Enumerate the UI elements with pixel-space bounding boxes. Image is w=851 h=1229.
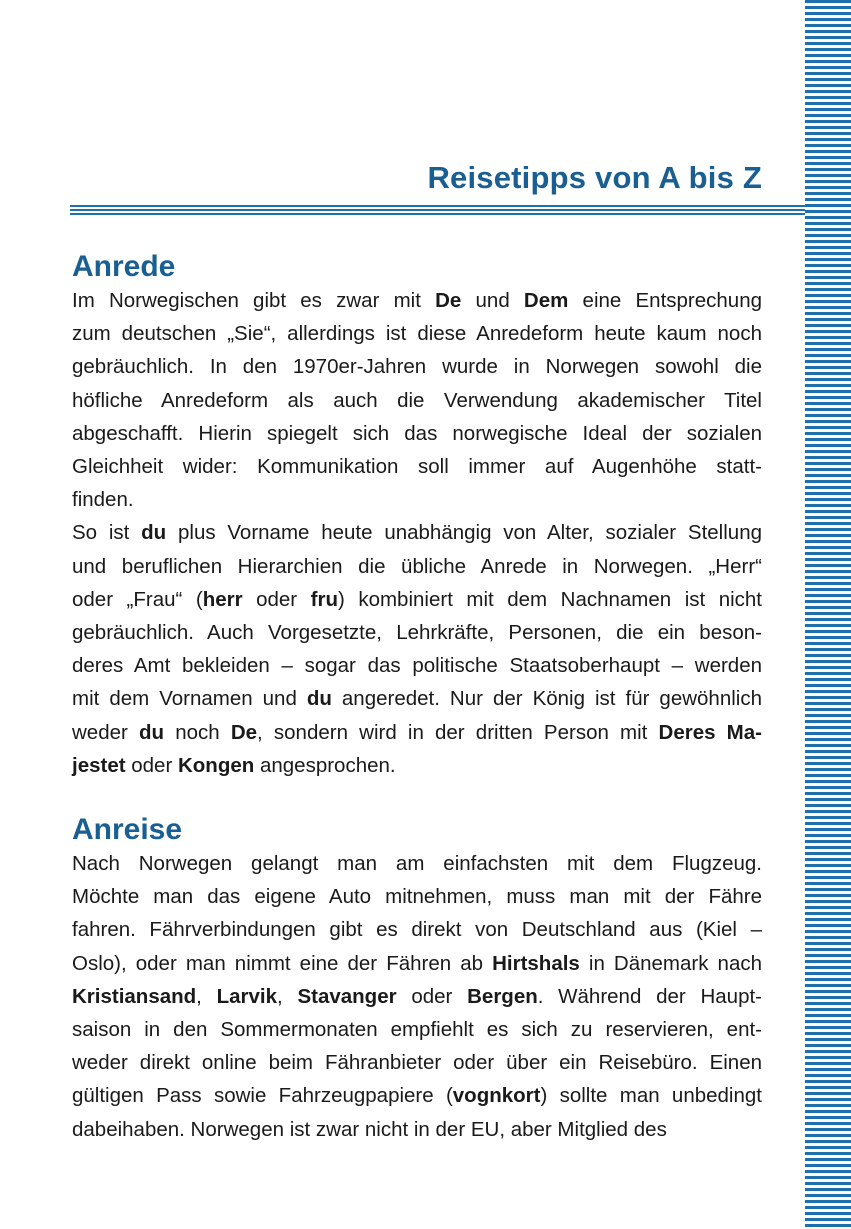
text-run: noch bbox=[164, 720, 231, 744]
section-heading: Anreise bbox=[72, 813, 183, 846]
text-line bbox=[72, 417, 762, 450]
text-run: Möchte man das eigene Auto mitnehmen, muss man mit der Fähre bbox=[72, 885, 762, 909]
text-run: . Während der Haupt- bbox=[537, 984, 762, 1008]
text-line bbox=[72, 1013, 762, 1046]
bold-term: jestet bbox=[72, 753, 126, 777]
text-run: , bbox=[277, 984, 298, 1008]
bold-term: Hirtshals bbox=[492, 951, 580, 975]
bold-term: Stavanger bbox=[297, 984, 397, 1008]
text-run: Im Norwegischen gibt es zwar mit bbox=[72, 289, 436, 312]
text-run: finden. bbox=[72, 488, 134, 512]
text-run: in Dänemark nach bbox=[579, 951, 763, 975]
title-rule bbox=[70, 205, 805, 217]
text-line bbox=[72, 616, 762, 649]
text-run: und beruflichen Hierarchien die übliche Anrede in Norwegen. „Herr“ bbox=[72, 554, 762, 578]
text-line bbox=[72, 716, 762, 749]
page-title: Reisetipps von A bis Z bbox=[427, 160, 762, 195]
bold-term: fru bbox=[310, 587, 338, 611]
text-run: ) kombiniert mit dem Nachnamen ist nicht bbox=[337, 587, 763, 611]
text-run: angesprochen. bbox=[254, 753, 396, 777]
text-run: deres Amt bekleiden – sogar das politische Staatsoberhaupt – werden bbox=[72, 654, 762, 678]
text-run: gebräuchlich. In den 1970er-Jahren wurde in Norwegen sowohl die bbox=[72, 355, 762, 379]
text-line bbox=[72, 583, 762, 616]
text-line bbox=[72, 682, 762, 715]
bold-term: De bbox=[230, 720, 258, 744]
text-run: oder bbox=[125, 753, 178, 777]
section-body bbox=[72, 847, 762, 1146]
bold-term: du bbox=[141, 521, 167, 545]
bold-term: Deres Ma- bbox=[658, 720, 762, 744]
text-line bbox=[72, 317, 762, 350]
text-line bbox=[72, 847, 762, 880]
text-line bbox=[72, 947, 762, 980]
section-anrede bbox=[72, 250, 762, 782]
text-line bbox=[72, 1113, 762, 1146]
text-run: ) sollte man unbedingt bbox=[540, 1084, 762, 1108]
text-line bbox=[72, 980, 762, 1013]
text-line bbox=[72, 913, 762, 946]
bold-term: herr bbox=[202, 587, 243, 611]
text-run: oder bbox=[242, 587, 311, 611]
text-line bbox=[72, 516, 762, 549]
text-run: höfliche Anredeform als auch die Verwendung akademischer Titel bbox=[72, 388, 762, 412]
text-line bbox=[72, 1046, 762, 1079]
bold-term: du bbox=[306, 687, 332, 711]
section-heading: Anrede bbox=[72, 250, 176, 283]
text-run: gültigen Pass sowie Fahrzeugpapiere ( bbox=[72, 1084, 453, 1108]
text-run: zum deutschen „Sie“, allerdings ist diese Anredeform heute kaum noch bbox=[72, 322, 762, 346]
text-run: fahren. Fährverbindungen gibt es direkt von Deutschland aus (Kiel – bbox=[72, 918, 762, 942]
text-run: , sondern wird in der dritten Person mit bbox=[257, 720, 659, 744]
text-run: eine Entsprechung bbox=[568, 289, 762, 312]
bold-term: Dem bbox=[523, 289, 569, 312]
text-run: So ist bbox=[72, 521, 142, 545]
bold-term: Larvik bbox=[216, 984, 278, 1008]
text-line bbox=[72, 450, 762, 483]
text-run: mit dem Vornamen und bbox=[72, 687, 307, 711]
bold-term: Kristiansand bbox=[72, 984, 197, 1008]
text-run: saison in den Sommermonaten empfiehlt es sich zu reservieren, ent- bbox=[72, 1018, 762, 1042]
bold-term: Bergen bbox=[467, 984, 538, 1008]
text-line bbox=[72, 384, 762, 417]
text-run: , bbox=[196, 984, 217, 1008]
text-run: Nach Norwegen gelangt man am einfachsten mit dem Flugzeug. bbox=[72, 852, 762, 875]
text-run: angeredet. Nur der König ist für gewöhnlich bbox=[331, 687, 762, 711]
section-body bbox=[72, 284, 762, 782]
section-anreise bbox=[72, 813, 762, 1146]
text-line bbox=[72, 550, 762, 583]
text-run: abgeschafft. Hierin spiegelt sich das norwegische Ideal der sozialen bbox=[72, 421, 762, 445]
text-run: gebräuchlich. Auch Vorgesetzte, Lehrkräfte, Personen, die ein beson- bbox=[72, 621, 762, 645]
text-run: plus Vorname heute unabhängig von Alter, sozialer Stellung bbox=[166, 521, 762, 545]
text-line bbox=[72, 749, 762, 782]
text-run: oder „Frau“ ( bbox=[72, 587, 203, 611]
bold-term: De bbox=[435, 289, 462, 312]
bold-term: Kongen bbox=[177, 753, 255, 777]
text-line bbox=[72, 649, 762, 682]
text-line bbox=[72, 284, 762, 317]
text-line bbox=[72, 350, 762, 383]
text-run: und bbox=[461, 289, 524, 312]
edge-stripes bbox=[805, 0, 851, 1229]
text-line bbox=[72, 1079, 762, 1112]
text-run: dabeihaben. Norwegen ist zwar nicht in der EU, aber Mitglied des bbox=[72, 1117, 667, 1141]
text-run: weder bbox=[72, 720, 139, 744]
text-run: oder bbox=[396, 984, 468, 1008]
text-run: weder direkt online beim Fähranbieter oder über ein Reisebüro. Einen bbox=[72, 1051, 762, 1075]
text-line bbox=[72, 483, 762, 516]
bold-term: vognkort bbox=[452, 1084, 541, 1108]
text-run: Oslo), oder man nimmt eine der Fähren ab bbox=[72, 951, 493, 975]
text-run: Gleichheit wider: Kommunikation soll immer auf Augenhöhe statt- bbox=[72, 455, 762, 479]
bold-term: du bbox=[139, 720, 165, 744]
text-line bbox=[72, 880, 762, 913]
